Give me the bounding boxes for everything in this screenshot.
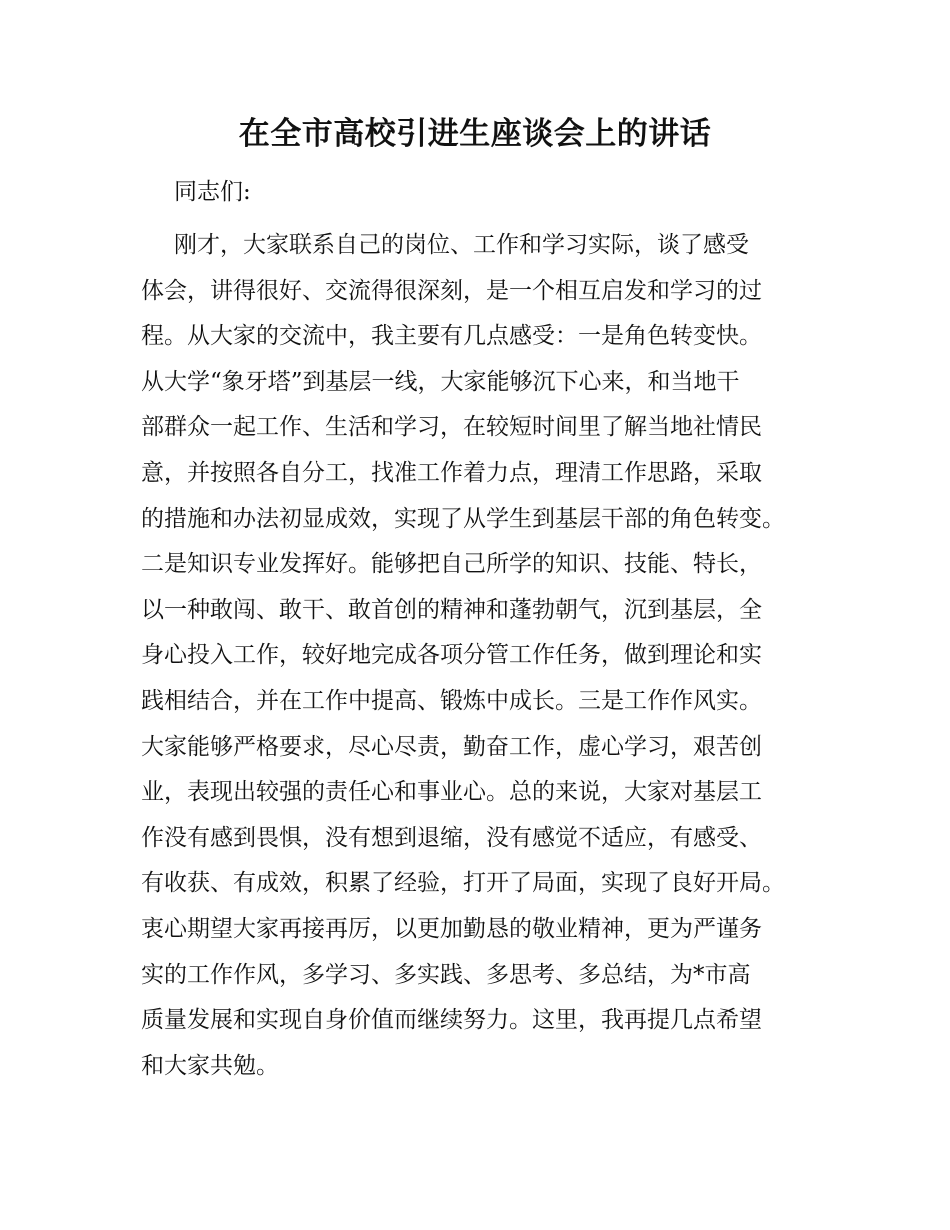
body-line: 作没有感到畏惧，没有想到退缩，没有感觉不适应，有感受、 (141, 824, 762, 851)
body-line: 从大学“象牙塔”到基层一线，大家能够沉下心来，和当地干 (141, 368, 740, 395)
body-line: 有收获、有成效，积累了经验，打开了局面，实现了良好开局。 (141, 870, 785, 897)
body-line: 身心投入工作，较好地完成各项分管工作任务，做到理论和实 (141, 642, 762, 669)
body-line: 刚才，大家联系自己的岗位、工作和学习实际，谈了感受 (174, 232, 749, 258)
body-line: 质量发展和实现自身价值而继续努力。这里，我再提几点希望 (141, 1007, 762, 1034)
body-line: 以一种敢闯、敢干、敢首创的精神和蓬勃朝气，沉到基层，全 (141, 596, 762, 623)
body-line: 践相结合，并在工作中提高、锻炼中成长。三是工作作风实。 (141, 687, 762, 714)
body-line: 和大家共勉。 (141, 1052, 279, 1079)
body-line: 衷心期望大家再接再厉，以更加勤恳的敬业精神，更为严谨务 (141, 915, 762, 942)
body-line: 的措施和办法初显成效，实现了从学生到基层干部的角色转变。 (141, 505, 785, 532)
body-line: 业，表现出较强的责任心和事业心。总的来说，大家对基层工 (141, 779, 762, 806)
body-line: 程。从大家的交流中，我主要有几点感受：一是角色转变快。 (141, 323, 762, 350)
body-line: 二是知识专业发挥好。能够把自己所学的知识、技能、特长， (141, 551, 762, 578)
body-paragraph (141, 223, 831, 1089)
salutation: 同志们: (174, 179, 251, 205)
body-line: 部群众一起工作、生活和学习，在较短时间里了解当地社情民 (141, 414, 762, 441)
body-line: 体会，讲得很好、交流得很深刻，是一个相互启发和学习的过 (141, 277, 762, 304)
body-line: 意，并按照各自分工，找准工作着力点，理清工作思路，采取 (141, 459, 762, 486)
document-title: 在全市高校引进生座谈会上的讲话 (238, 116, 712, 152)
body-line: 大家能够严格要求，尽心尽责，勤奋工作，虚心学习，艰苦创 (141, 733, 762, 760)
body-line: 实的工作作风，多学习、多实践、多思考、多总结，为*市高 (141, 961, 751, 988)
